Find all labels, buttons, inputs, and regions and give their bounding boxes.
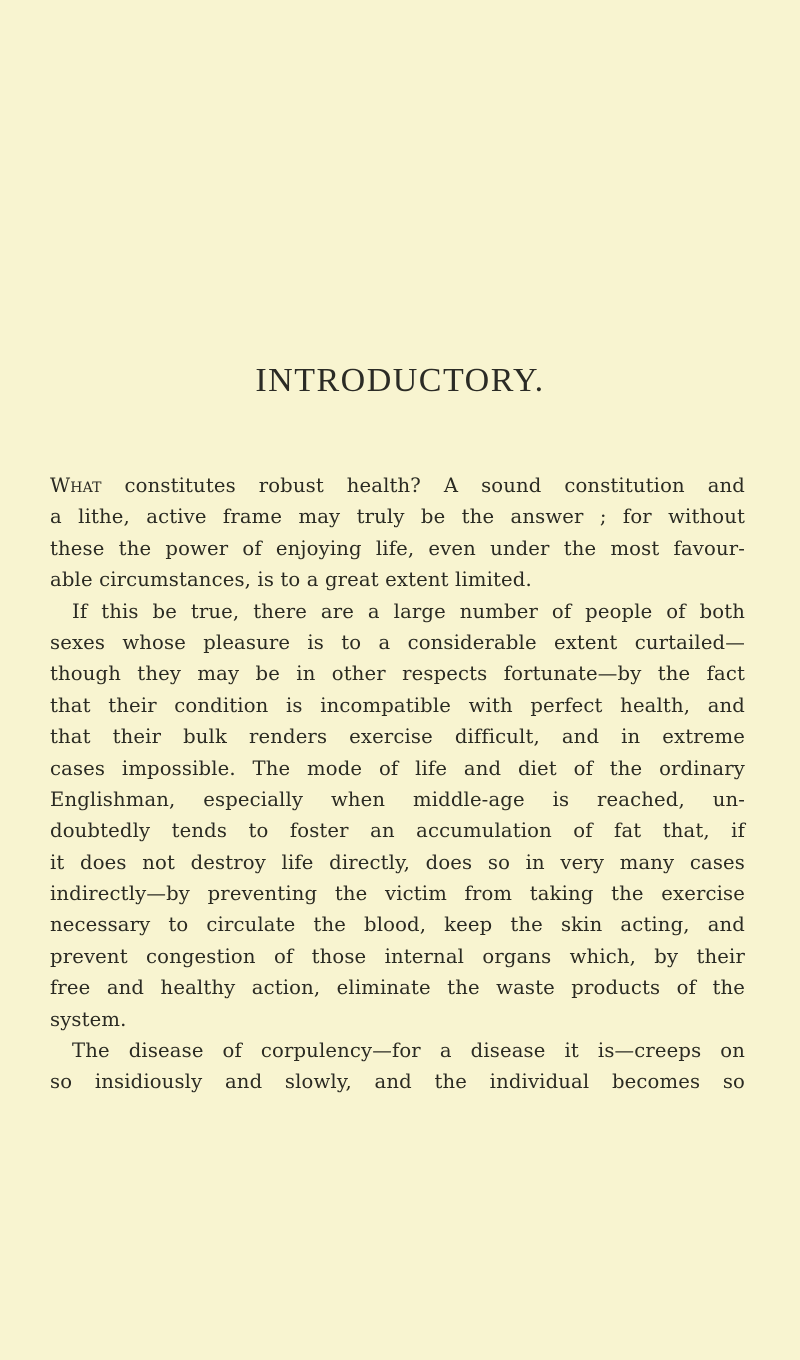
text-line: though they may be in other respects fortunate—by the fact: [50, 662, 745, 686]
text-line: cases impossible. The mode of life and diet of the ordinary: [50, 756, 745, 780]
text-line: doubtedly tends to foster an accumulation of fat that, if: [50, 819, 745, 843]
text-line: able circumstances, is to a great extent limited.: [50, 568, 532, 592]
body-text: [50, 470, 745, 1098]
text-line: Englishman, especially when middle-age is reached, un-: [50, 787, 745, 811]
text-line: so insidiously and slowly, and the individual becomes so: [50, 1070, 745, 1094]
text-line: prevent congestion of those internal organs which, by their: [50, 944, 745, 968]
text-line: free and healthy action, eliminate the waste products of the: [50, 976, 745, 1000]
text-line: The disease of corpulency—for a disease it is—creeps on: [72, 1039, 745, 1063]
text-line: system.: [50, 1007, 127, 1031]
opening-word: What: [50, 474, 102, 497]
text-line: necessary to circulate the blood, keep the skin acting, and: [50, 913, 745, 937]
chapter-title: INTRODUCTORY.: [255, 362, 545, 399]
text-line: that their condition is incompatible with perfect health, and: [50, 693, 745, 717]
text-line: these the power of enjoying life, even under the most favour-: [50, 536, 745, 560]
text-line: If this be true, there are a large number of people of both: [72, 599, 745, 623]
text-line: it does not destroy life directly, does so in very many cases: [50, 850, 745, 874]
text-line: sexes whose pleasure is to a considerable extent curtailed—: [50, 630, 745, 654]
text-line: a lithe, active frame may truly be the answer ; for without: [50, 505, 745, 529]
text-line: indirectly—by preventing the victim from taking the exercise: [50, 882, 745, 906]
text-line: that their bulk renders exercise difficult, and in extreme: [50, 725, 745, 749]
text-line: What constitutes robust health? A sound constitution and: [50, 474, 745, 497]
